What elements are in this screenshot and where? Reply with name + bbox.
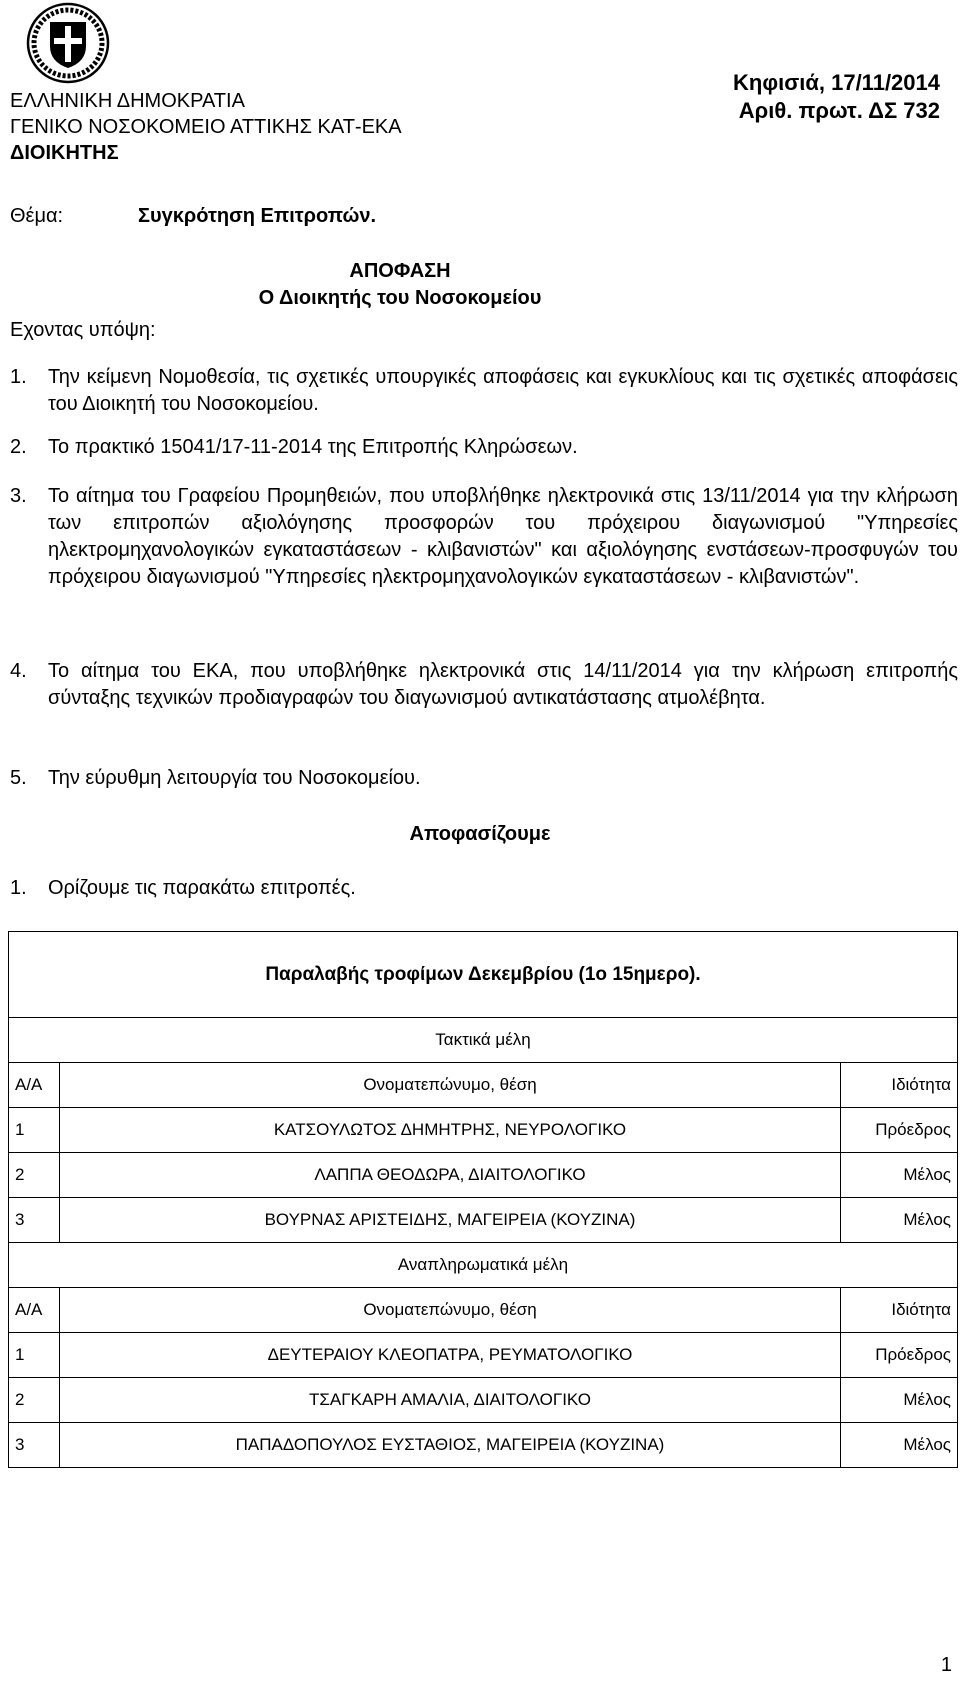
alternate-members-heading: Αναπληρωματικά μέλη	[9, 1243, 958, 1288]
table-row	[9, 1198, 958, 1243]
consideration-text: Το αίτημα του ΕΚΑ, που υποβλήθηκε ηλεκτρονικά στις 14/11/2014 για την κλήρωση επιτροπής σύνταξης τεχνικών προδιαγραφών του διαγωνισμού αντικατάστασης ατμολέβητα.	[48, 660, 958, 709]
column-header-role: Ιδιότητα	[841, 1063, 958, 1108]
resolution-item	[10, 875, 958, 902]
table-row	[9, 1378, 958, 1423]
committee-table	[8, 931, 958, 1468]
table-row	[9, 1153, 958, 1198]
consideration-item	[10, 364, 958, 418]
member-aa: 2	[9, 1153, 60, 1198]
member-name: ΛΑΠΠΑ ΘΕΟΔΩΡΑ, ΔΙΑΙΤΟΛΟΓΙΚΟ	[60, 1153, 841, 1198]
table-row	[9, 932, 958, 1018]
table-row	[9, 1108, 958, 1153]
column-header-aa: Α/Α	[9, 1288, 60, 1333]
column-header-name: Ονοματεπώνυμο, θέση	[60, 1063, 841, 1108]
place-date: Κηφισιά, 17/11/2014	[733, 70, 940, 95]
member-aa: 2	[9, 1378, 60, 1423]
having-regard-label: Εχοντας υπόψη:	[10, 319, 156, 341]
header-hospital: ΓΕΝΙΚΟ ΝΟΣΟΚΟΜΕΙΟ ΑΤΤΙΚΗΣ ΚΑΤ-ΕΚΑ	[10, 116, 402, 138]
consideration-number: 4.	[10, 660, 27, 682]
consideration-number: 2.	[10, 436, 27, 458]
member-aa: 1	[9, 1333, 60, 1378]
regular-members-heading: Τακτικά μέλη	[9, 1018, 958, 1063]
subject-label: Θέμα:	[10, 205, 64, 227]
column-header-name: Ονοματεπώνυμο, θέση	[60, 1288, 841, 1333]
member-aa: 3	[9, 1423, 60, 1468]
decision-subtitle: Ο Διοικητής του Νοσοκομείου	[258, 287, 542, 309]
consideration-item	[10, 434, 958, 461]
consideration-item	[10, 483, 958, 591]
consideration-number: 5.	[10, 767, 27, 789]
decision-title: ΑΠΟΦΑΣΗ	[349, 260, 451, 282]
subject-text: Συγκρότηση Επιτροπών.	[138, 205, 377, 227]
table-row	[9, 1333, 958, 1378]
table-header-row	[9, 1288, 958, 1333]
member-role: Μέλος	[841, 1378, 958, 1423]
consideration-item	[10, 658, 958, 712]
member-name: ΤΣΑΓΚΑΡΗ ΑΜΑΛΙΑ, ΔΙΑΙΤΟΛΟΓΙΚΟ	[60, 1378, 841, 1423]
member-name: ΔΕΥΤΕΡΑΙΟΥ ΚΛΕΟΠΑΤΡΑ, ΡΕΥΜΑΤΟΛΟΓΙΚΟ	[60, 1333, 841, 1378]
consideration-text: Την κείμενη Νομοθεσία, τις σχετικές υπουργικές αποφάσεις και εγκυκλίους και τις σχετικές αποφάσεις του Διοικητή του Νοσοκομείου.	[48, 366, 958, 415]
protocol-number: Αριθ. πρωτ. ΔΣ 732	[738, 98, 940, 123]
consideration-number: 3.	[10, 485, 27, 507]
member-role: Μέλος	[841, 1423, 958, 1468]
member-role: Μέλος	[841, 1198, 958, 1243]
member-name: ΒΟΥΡΝΑΣ ΑΡΙΣΤΕΙΔΗΣ, ΜΑΓΕΙΡΕΙΑ (ΚΟΥΖΙΝΑ)	[60, 1198, 841, 1243]
column-header-role: Ιδιότητα	[841, 1288, 958, 1333]
table-header-row	[9, 1063, 958, 1108]
column-header-aa: Α/Α	[9, 1063, 60, 1108]
member-role: Μέλος	[841, 1153, 958, 1198]
resolution-number: 1.	[10, 877, 27, 899]
member-aa: 1	[9, 1108, 60, 1153]
table-row	[9, 1018, 958, 1063]
committee-title: Παραλαβής τροφίμων Δεκεμβρίου (1ο 15ημερο).	[9, 932, 958, 1018]
member-role: Πρόεδρος	[841, 1333, 958, 1378]
table-row	[9, 1243, 958, 1288]
member-name: ΠΑΠΑΔΟΠΟΥΛΟΣ ΕΥΣΤΑΘΙΟΣ, ΜΑΓΕΙΡΕΙΑ (ΚΟΥΖΙΝΑ)	[60, 1423, 841, 1468]
member-aa: 3	[9, 1198, 60, 1243]
consideration-text: Το πρακτικό 15041/17-11-2014 της Επιτροπής Κληρώσεων.	[48, 436, 578, 458]
header-country: ΕΛΛΗΝΙΚΗ ΔΗΜΟΚΡΑΤΙΑ	[10, 90, 245, 112]
consideration-text: Την εύρυθμη λειτουργία του Νοσοκομείου.	[48, 767, 421, 789]
page-number: 1	[940, 1654, 952, 1676]
consideration-item	[10, 765, 958, 792]
header-office: ΔΙΟΙΚΗΤΗΣ	[10, 142, 119, 164]
resolve-heading: Αποφασίζουμε	[409, 823, 551, 845]
consideration-number: 1.	[10, 366, 27, 388]
member-name: ΚΑΤΣΟΥΛΩΤΟΣ ΔΗΜΗΤΡΗΣ, ΝΕΥΡΟΛΟΓΙΚΟ	[60, 1108, 841, 1153]
greek-coat-of-arms-icon	[26, 2, 110, 84]
member-role: Πρόεδρος	[841, 1108, 958, 1153]
consideration-text: Το αίτημα του Γραφείου Προμηθειών, που υποβλήθηκε ηλεκτρονικά στις 13/11/2014 για την κλήρωση των επιτροπών αξιολόγησης προσφορών του πρόχειρου διαγωνισμού "Υπηρεσίες ηλεκτρομηχανολογικών εγκαταστάσεων - κλιβανιστών" και αξιολόγησης ενστάσεων-προσφυγών του πρόχειρου διαγωνισμού "Υπηρεσίες ηλεκτρομηχανολογικών εγκαταστάσεων - κλιβανιστών".	[48, 485, 958, 588]
resolution-text: Ορίζουμε τις παρακάτω επιτροπές.	[48, 877, 356, 899]
table-row	[9, 1423, 958, 1468]
